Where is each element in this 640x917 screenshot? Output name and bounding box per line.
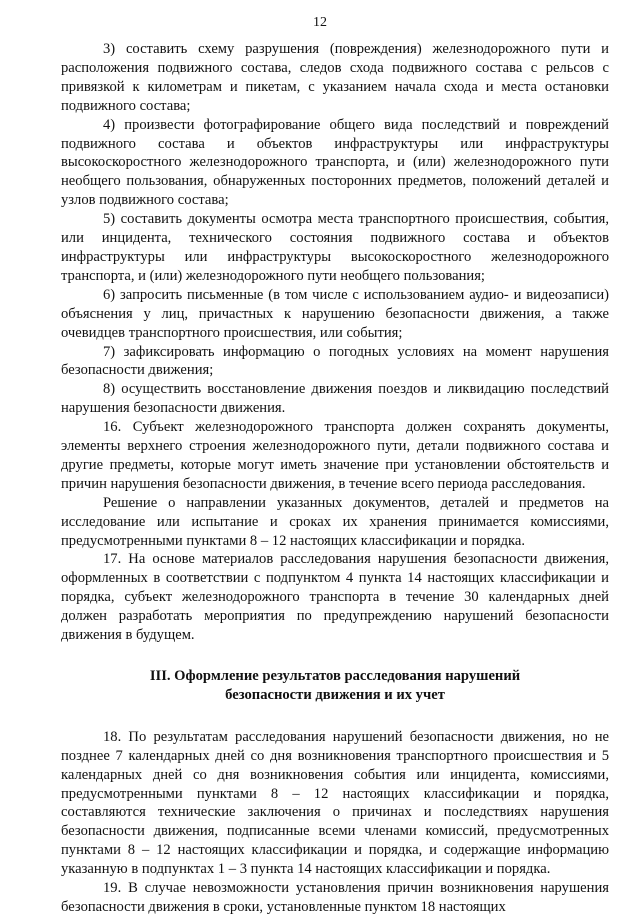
paragraph-item-4: 4) произвести фотографирование общего вида последствий и повреждений подвижного состава и объектов инфраструктуры или инфраструктуры высокоскоростного железнодорожного транспорта, и (или) железнодорожного пути необщего пользования, обнаруженных посторонних предметов, положений деталей и узлов подвижного состава; bbox=[61, 116, 609, 209]
section-heading-line-2: безопасности движения и их учет bbox=[225, 686, 445, 703]
paragraph-item-3: 3) составить схему разрушения (повреждения) железнодорожного пути и расположения подвижного состава, следов схода подвижного состава с рельсов с привязкой к километрам и пикетам, с указанием начала схода и места остановки подвижного состава; bbox=[61, 41, 609, 114]
section-heading bbox=[61, 667, 609, 705]
page-number: 12 bbox=[313, 15, 327, 30]
paragraph-item-6: 6) запросить письменные (в том числе с использованием аудио- и видеозаписи) объяснения у лиц, причастных к нарушению безопасности движения, а также очевидцев транспортного происшествия, или события; bbox=[61, 286, 609, 341]
paragraph-item-5: 5) составить документы осмотра места транспортного происшествия, события, или инцидента, технического состояния подвижного состава и объектов инфраструктуры или инфраструктуры высокоскоростного железнодорожного транспорта, и (или) железнодорожного пути необщего пользования; bbox=[61, 211, 609, 284]
document-body bbox=[61, 40, 609, 917]
paragraph-16-decision: Решение о направлении указанных документов, деталей и предметов на исследование или испытание и сроках их хранения принимается комиссиями, предусмотренными пунктами 8 – 12 настоящих классификации и порядка. bbox=[61, 494, 609, 549]
paragraph-16: 16. Субъект железнодорожного транспорта должен сохранять документы, элементы верхнего строения железнодорожного пути, детали подвижного состава и другие предметы, которые могут иметь значение при установлении обстоятельств и причин нарушения безопасности движения, в течение всего периода расследования. bbox=[61, 419, 609, 492]
paragraph-item-8: 8) осуществить восстановление движения поездов и ликвидацию последствий нарушения безопасности движения. bbox=[61, 381, 609, 417]
paragraph-item-7: 7) зафиксировать информацию о погодных условиях на момент нарушения безопасности движения; bbox=[61, 343, 609, 379]
section-heading-line-1: III. Оформление результатов расследования нарушений bbox=[149, 668, 521, 684]
paragraph-17: 17. На основе материалов расследования нарушения безопасности движения, оформленных в соответствии с подпунктом 4 пункта 14 настоящих классификации и порядка, субъект железнодорожного транспорта в течение 30 календарных дней должен разработать мероприятия по предупреждению нарушений безопасности движения в будущем. bbox=[61, 551, 609, 644]
paragraph-18: 18. По результатам расследования нарушений безопасности движения, но не позднее 7 календарных дней со дня возникновения транспортного происшествия и 5 календарных дней со дня возникновения события или инцидента, комиссиями, предусмотренными пунктами 8 – 12 настоящих классификации и порядка, составляются технические заключения о причинах и последствиях нарушения безопасности движения, подписанные всеми членами комиссий, предусмотренных пунктами 8 – 12 настоящих классификации и порядка, и содержащие информацию указанную в подпунктах 1 – 3 пункта 14 настоящих классификации и порядка. bbox=[61, 728, 609, 878]
paragraph-19: 19. В случае невозможности установления причин возникновения нарушения безопасности движения в сроки, установленные пунктом 18 настоящих bbox=[61, 880, 609, 915]
